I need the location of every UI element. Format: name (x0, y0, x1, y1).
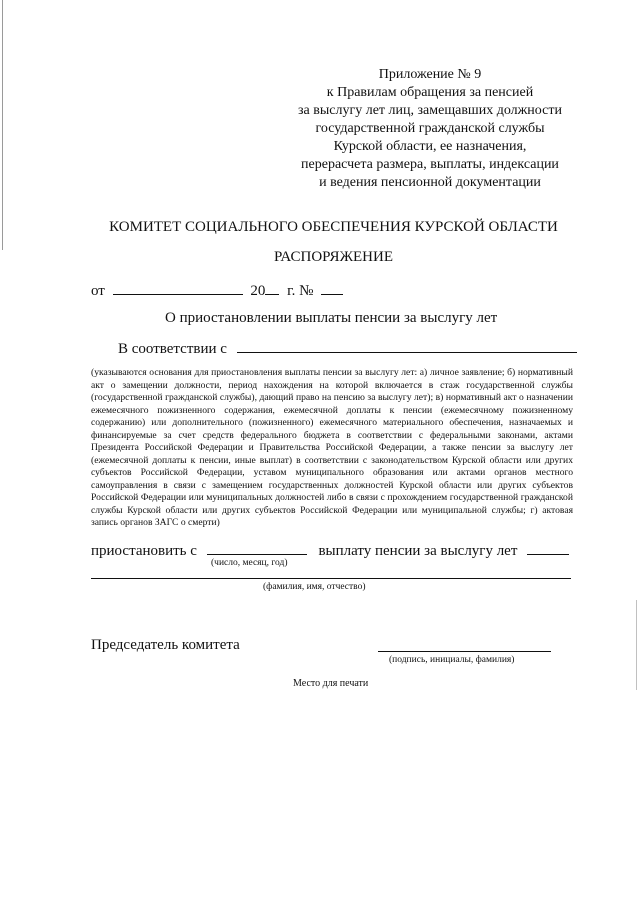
suspend-line (91, 540, 569, 560)
appendix-line: перерасчета размера, выплаты, индексации (301, 157, 559, 172)
basis-line (118, 338, 577, 358)
suspend-label: приостановить с (91, 543, 197, 559)
name-caption: (фамилия, имя, отчество) (263, 582, 366, 592)
date-field[interactable] (113, 280, 243, 295)
appendix-title: Приложение № 9 (378, 67, 482, 82)
year-prefix: 20 (250, 283, 266, 299)
appendix-line: государственной гражданской службы (315, 121, 545, 136)
date-caption: (число, месяц, год) (211, 558, 288, 568)
signature-caption: (подпись, инициалы, фамилия) (389, 655, 515, 665)
scan-left-edge (2, 0, 3, 250)
appendix-line: к Правилам обращения за пенсией (326, 85, 534, 100)
subject: О приостановлении выплаты пенсии за выслугу лет (165, 310, 498, 326)
basis-field[interactable] (237, 338, 577, 353)
committee-name: КОМИТЕТ СОЦИАЛЬНОГО ОБЕСПЕЧЕНИЯ КУРСКОЙ ОБЛАСТИ (109, 219, 558, 235)
signature-field[interactable] (378, 651, 551, 652)
number-field[interactable] (321, 280, 343, 295)
suspend-extra-field[interactable] (527, 540, 569, 555)
appendix-line: за выслугу лет лиц, замещавших должности (298, 103, 562, 118)
scan-right-edge (636, 600, 637, 690)
date-line (91, 280, 343, 300)
appendix-line: Курской области, ее назначения, (333, 139, 527, 154)
suspend-date-field[interactable] (207, 540, 307, 555)
full-name-field[interactable] (91, 578, 571, 579)
basis-note: (указываются основания для приостановления выплаты пенсии за выслугу лет: а) личное заявление; б) нормативный акт о замещении должности, период нахождения на которой включается в стаж государственной службы (государственной гражданской службы), дающий право на пенсию за выслугу лет); в) нормативный акт о назначении ежемесячного пожизненного содержания, ежемесячной доплаты к пенсии (ежемесячному пожизненному содержанию) или дополнительного (пожизненного) ежемесячного материального обеспечения, назначаемых и финансируемые за счет средств федерального бюджета в соответствии с федеральными законами, актами Президента Российской Федерации и Правительства Российской Федерации, а также пенсии за выслугу лет (ежемесячной доплаты к пенсии, иные выплат) в соответствии с законодательством Курской области или других субъектов Российской Федерации, уставом муниципального образования или актами органов местного самоуправления в связи с замещением государственных должностей Курской области или других субъектов Российской Федерации или муниципальных должностей либо в связи с прохождением государственной гражданской службы Курской области или других субъектов Российской Федерации или муниципальной службы; г) актовая запись органов ЗАГС о смерти) (91, 367, 573, 528)
seal-place: Место для печати (293, 678, 369, 689)
year-field[interactable] (265, 280, 279, 295)
date-prefix: от (91, 283, 105, 299)
chairman-label: Председатель комитета (91, 637, 240, 653)
document-type: РАСПОРЯЖЕНИЕ (273, 249, 393, 265)
suspend-middle: выплату пенсии за выслугу лет (318, 543, 518, 559)
appendix-header (270, 66, 590, 192)
appendix-line: и ведения пенсионной документации (319, 175, 541, 190)
year-suffix: г. № (287, 283, 314, 299)
basis-label: В соответствии с (118, 341, 227, 357)
